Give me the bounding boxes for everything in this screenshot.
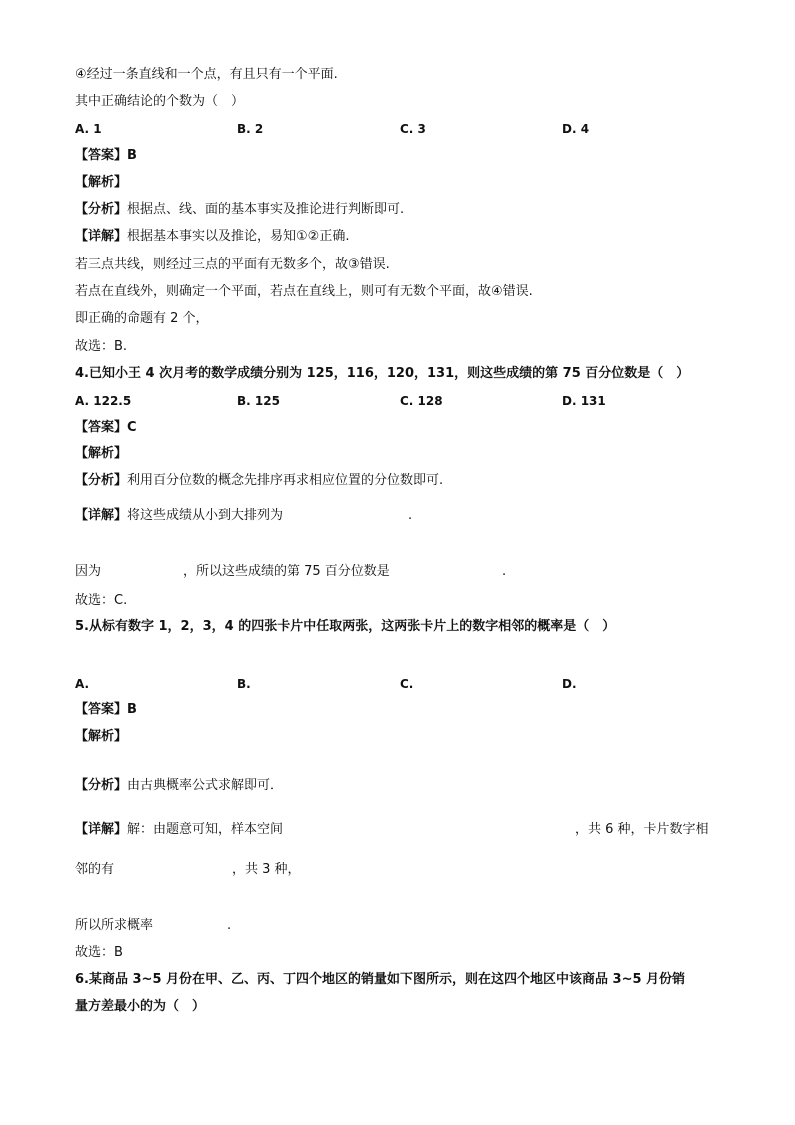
q3-choose: 故选：B. (75, 339, 128, 354)
q3-analysis-heading: 【解析】 (75, 175, 128, 190)
q4-option-d: D. 131 (562, 394, 606, 408)
q4-because-mid: ，所以这些成绩的第 75 百分位数是 (183, 564, 390, 579)
q3-reason-1: 若三点共线，则经过三点的平面有无数多个，故③错误. (75, 257, 390, 272)
q5-option-a: A. (75, 677, 90, 691)
q3-option-c: C. 3 (400, 122, 426, 136)
xiangjie-tag: 【详解】 (75, 822, 128, 837)
fenxi-tag: 【分析】 (75, 778, 128, 793)
q4-answer: 【答案】C (75, 420, 137, 435)
q3-option-d: D. 4 (562, 122, 590, 136)
xiangjie-text: 将这些成绩从小到大排列为 (127, 508, 284, 523)
q4-fenxi (75, 472, 443, 490)
q5-option-c: C. (400, 677, 414, 691)
q5-stem: 5.从标有数字 1，2，3，4 的四张卡片中任取两张，这两张卡片上的数字相邻的概率是（ ） (75, 619, 616, 634)
xiangjie-tag: 【详解】 (75, 229, 128, 244)
q3-fenxi (75, 201, 404, 219)
q4-analysis-heading: 【解析】 (75, 446, 128, 461)
q4-because-end: . (502, 564, 507, 579)
xiangjie-tag: 【详解】 (75, 508, 128, 523)
q4-option-c: C. 128 (400, 394, 443, 408)
q3-option-b: B. 2 (237, 122, 264, 136)
xiangjie-text: 解：由题意可知，样本空间 (127, 822, 284, 837)
xiangjie-text: 根据基本事实以及推论，易知①②正确. (127, 229, 350, 244)
q4-stem: 4.已知小王 4 次月考的数学成绩分别为 125，116，120，131，则这些成绩的第 75 百分位数是（ ） (75, 366, 690, 381)
q5-option-d: D. (562, 677, 577, 691)
q6-stem-line-2: 量方差最小的为（ ） (75, 999, 206, 1014)
q3-reason-3: 即正确的命题有 2 个， (75, 311, 209, 326)
q5-choose: 故选：B (75, 945, 123, 960)
q4-option-a: A. 122.5 (75, 394, 132, 408)
q6-stem-line-1: 6.某商品 3~5 月份在甲、乙、丙、丁四个地区的销量如下图所示，则在这四个地区中该商品 3~5 月份销 (75, 972, 686, 987)
q5-option-b: B. (237, 677, 251, 691)
q5-analysis-heading: 【解析】 (75, 729, 128, 744)
q4-xiangjie (75, 507, 283, 525)
q3-answer: 【答案】B (75, 148, 137, 163)
q4-option-b: B. 125 (237, 394, 280, 408)
q4-xiangjie-end: . (408, 508, 413, 523)
q5-adjacent-end: ，共 3 种， (232, 862, 301, 877)
q4-because: 因为 (75, 564, 102, 579)
q3-option-a: A. 1 (75, 122, 102, 136)
fenxi-tag: 【分析】 (75, 473, 128, 488)
q5-adjacent: 邻的有 (75, 862, 115, 877)
fenxi-tag: 【分析】 (75, 202, 128, 217)
question-prompt: 其中正确结论的个数为（ ） (75, 94, 245, 109)
fenxi-text: 利用百分位数的概念先排序再求相应位置的分位数即可. (127, 473, 444, 488)
q4-choose: 故选：C. (75, 593, 128, 608)
q3-reason-2: 若点在直线外，则确定一个平面，若点在直线上，则可有无数个平面，故④错误. (75, 284, 533, 299)
fenxi-text: 根据点、线、面的基本事实及推论进行判断即可. (127, 202, 405, 217)
q5-prob-end: . (227, 918, 232, 933)
q5-answer: 【答案】B (75, 702, 137, 717)
q5-xiangjie-end: ，共 6 种，卡片数字相 (575, 822, 709, 837)
statement-4: ④经过一条直线和一个点，有且只有一个平面. (75, 67, 338, 82)
q5-prob: 所以所求概率 (75, 918, 154, 933)
q5-fenxi (75, 777, 283, 795)
q3-xiangjie (75, 228, 349, 246)
q5-xiangjie (75, 821, 283, 839)
fenxi-text: 由古典概率公式求解即可． (127, 778, 284, 793)
